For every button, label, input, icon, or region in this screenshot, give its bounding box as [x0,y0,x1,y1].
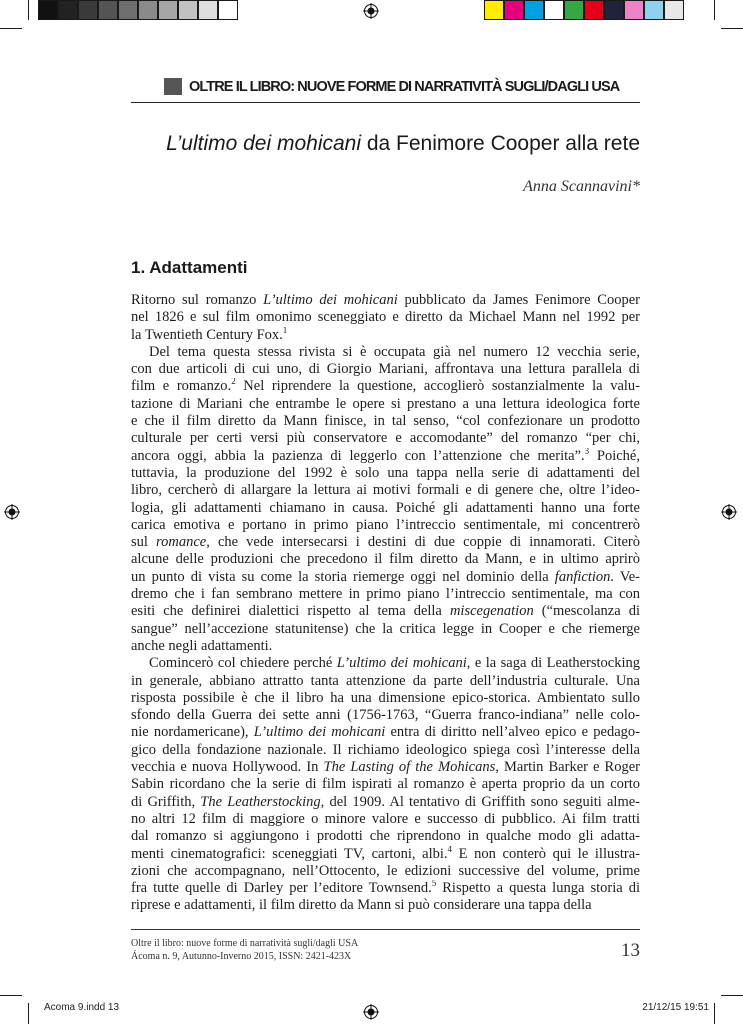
section-square-icon [164,78,182,95]
registration-mark-right-icon [721,504,737,520]
footer-rule [131,929,640,930]
italic-title: L’ultimo dei mohicani [336,655,467,672]
text-run: con due articoli di cui uno, di Giorgio Mariani, affrontava una lettura parallela di [131,361,640,378]
text-run: , e la saga di Leatherstocking [466,655,640,672]
italic-title: L’ultimo dei mohicani [263,292,398,308]
body-text-line [131,673,640,690]
text-run: libro, cercherò di allargare la lettura ai motivi formali e di genere che, oltre l’ideo- [131,482,640,499]
text-run: la Twentieth Century Fox. [131,326,283,343]
body-text-line [131,569,640,586]
text-run: anche negli adattamenti. [131,637,273,654]
body-text-line [131,690,640,707]
color-swatch [158,0,178,20]
text-run: dremo che i fan sembrano mettere in primo piano l’intreccio sentimentale, ma con [131,586,640,603]
footnote-ref: 1 [282,326,288,335]
color-swatch [98,0,118,20]
text-run: menti cinematografici: sceneggiati TV, cartoni, albi. [131,845,448,862]
text-run: . Ve- [610,568,640,585]
body-text-line [131,828,640,845]
footer-citation [131,937,358,963]
italic-title: L’ultimo dei mohicani [253,724,386,741]
text-run: nie nordamericane), [131,724,254,741]
color-swatch [38,0,58,20]
grayscale-calibration-bar [38,0,238,20]
color-swatch [484,0,504,20]
article-body [131,292,640,915]
color-swatch [544,0,564,20]
body-text-line [131,430,640,447]
text-run: alcune delle produzioni che precedono il film diretto da Mann, e in ultimo aprirò [131,551,640,568]
text-run: E non conterò qui le illustra- [452,845,640,862]
body-text-line [131,776,640,793]
crop-mark [0,28,22,29]
color-swatch [644,0,664,20]
text-run: in generale, abbiano attratto tanta attenzione da parte dell’industria culturale. Una [131,672,640,689]
text-run: zioni che accompagnano, nell’Ottocento, le edizioni successive del volume, prime [131,862,640,879]
crop-mark [714,0,715,20]
text-run: tuttavia, la produzione del 1992 è solo una tappa nella serie di adattamenti del [131,464,640,481]
body-text-line [131,811,640,828]
color-calibration-bar [484,0,684,20]
text-run: sul [131,534,157,551]
body-text-line [131,551,640,568]
footer-line-issue: Ácoma n. 9, Autunno-Inverno 2015, ISSN: 2421-423X [131,951,352,962]
body-text-line [131,517,640,534]
body-text-line [131,292,640,309]
body-text-line [131,621,640,638]
text-run: pubblicato da James Fenimore Cooper [397,292,640,308]
text-run: risposta possibile è che il libro ha una dimensione epico-storica. Ambientato sullo [131,689,640,706]
text-run: ancora oggi, abbia la pazienza di leggerlo con l’attenzione che merita”. [131,447,585,464]
text-run: riprese e adattamenti, il film diretto da Mann si può considerare una tappa della [131,897,592,914]
color-swatch [58,0,78,20]
body-text-line [131,638,640,655]
registration-mark-left-icon [4,504,20,520]
text-run: Poiché, [589,447,640,464]
color-swatch [624,0,644,20]
section-heading: 1. Adattamenti [131,258,248,277]
color-swatch [198,0,218,20]
text-run: e che il film diretto da Mann finisce, in tal senso, “col confezionare un prodotto [131,413,640,430]
text-run: logia, gli adattamenti chiamano in causa. Poiché gli adattamenti hanno una forte [131,499,640,516]
text-run: nel 1826 e sul film omonimo sceneggiato e diretto da Michael Mann nel 1992 per [131,309,640,326]
text-run: Nel riprendere la questione, accoglierò sostanzialmente la valu- [235,378,640,395]
text-run: un punto di vista su come la storia riemerge oggi nel dominio della [131,568,555,585]
color-swatch [78,0,98,20]
author-name: Anna Scannavini* [523,178,640,195]
body-text-line [131,396,640,413]
text-run: di Griffith, [131,793,201,810]
slug-file-name: Acoma 9.indd 13 [44,1002,120,1013]
body-text-line [131,309,640,326]
text-run: , che vede intersecarsi i destini di due coppie di innamorati. Citerò [206,534,640,551]
crop-mark [721,28,743,29]
text-run: Comincerò col chiedere perché [149,655,337,672]
text-run: gico della fondazione nazionale. Il richiamo ideologico spiega così l’interesse della [131,741,640,758]
article-title-italic: L’ultimo dei mohicani [166,132,362,155]
body-text-line [131,482,640,499]
slug-timestamp: 21/12/15 19:51 [642,1002,709,1013]
body-text-line [131,378,640,395]
registration-mark-top-icon [363,3,379,19]
body-text-line [131,794,640,811]
color-swatch [218,0,238,20]
body-text-line [131,448,640,465]
italic-title: fanfiction [554,568,611,585]
text-run: vecchia e nuova Hollywood. In [131,759,324,776]
text-run: sfondo della Guerra dei sette anni (1756-1763, “Guerra franco-indiana” nelle colo- [131,707,640,724]
text-run: , Martin Barker e Roger [495,759,640,776]
color-swatch [564,0,584,20]
italic-title: The Leatherstocking [200,793,321,810]
body-text-line [131,586,640,603]
color-swatch [118,0,138,20]
section-header [131,76,640,103]
color-swatch [178,0,198,20]
body-text-line [131,655,640,672]
body-text-line [131,344,640,361]
text-run: (“mescolanza di [533,603,640,620]
body-text-line [131,759,640,776]
text-run: Ritorno sul romanzo [131,292,264,308]
crop-mark [28,1003,29,1024]
body-text-line [131,534,640,551]
crop-mark [0,995,22,996]
text-run: carica emotiva e portano in primo piano l’intreccio sentimentale, mi concentrerò [131,516,640,533]
body-text-line [131,724,640,741]
body-text-line [131,880,640,897]
footnote-ref: 4 [447,845,452,854]
crop-mark [721,995,743,996]
text-run: fra tutte quelle di Darley per l’editore Townsend. [131,880,432,897]
text-run: culturale per certi versi più conservatore e accomodante” del romanzo “per chi, [131,430,640,447]
color-swatch [504,0,524,20]
section-title: OLTRE IL LIBRO: NUOVE FORME DI NARRATIVITÀ SUGLI/DAGLI USA [189,79,620,95]
crop-mark [714,1003,715,1024]
text-run: Del tema questa stessa rivista si è occupata già nel numero 12 vecchia serie, [149,343,640,360]
body-text-line [131,863,640,880]
body-text-line [131,603,640,620]
text-run: film e romanzo. [131,378,232,395]
text-run: Rispetto a questa lunga storia di [436,880,640,897]
body-text-line [131,413,640,430]
color-swatch [664,0,684,20]
text-run: tazione di Mariani che entrambe le opere si prestano a una lettura ideologica forte [131,395,640,412]
body-text-line [131,327,640,344]
footnote-ref: 2 [231,378,236,387]
body-text-line [131,846,640,863]
italic-title: The Lasting of the Mohicans [323,759,496,776]
body-text-line [131,361,640,378]
text-run: , del 1909. Al tentativo di Griffith sono seguiti alme- [320,793,640,810]
article-title-rest: da Fenimore Cooper alla rete [361,132,640,155]
registration-mark-bottom-icon [363,1004,379,1020]
body-text-line [131,742,640,759]
italic-title: miscegenation [449,603,534,620]
footnote-ref: 3 [584,447,590,456]
color-swatch [604,0,624,20]
color-swatch [524,0,544,20]
text-run: entra di diritto nell’alveo epico e pedago- [385,724,640,741]
body-text-line [131,707,640,724]
italic-title: romance [156,534,207,551]
text-run: dal romanzo si aggiungono i prodotti che riprendono in qualche modo gli adatta- [131,828,640,845]
body-text-line [131,500,640,517]
color-swatch [584,0,604,20]
page-number: 13 [621,940,640,961]
article-title [131,132,640,156]
text-run: no altri 12 film di maggiore o minore valore e successo di pubblico. Ai film tratti [131,810,640,827]
crop-mark [28,0,29,20]
text-run: Sabin ricordano che la serie di film ispirati al romanzo è aperta proprio da un corto [131,776,640,793]
body-text-line [131,465,640,482]
text-run: esiti che definirei dialettici rispetto al tema della [131,603,450,620]
footnote-ref: 5 [431,880,437,889]
footer-line-series: Oltre il libro: nuove forme di narratività sugli/dagli USA [131,938,359,949]
text-run: sangue” nell’accezione statunitense) che la critica legge in Cooper e che riemerge [131,620,640,637]
body-text-line [131,897,640,914]
color-swatch [138,0,158,20]
